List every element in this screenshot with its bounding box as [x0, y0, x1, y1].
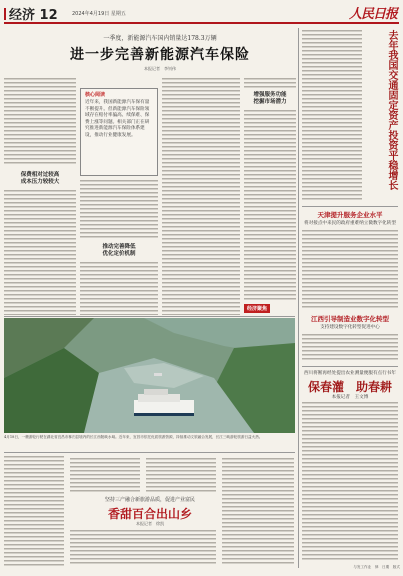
right-story2-headline: 江西引导制造业数字化转型: [311, 315, 389, 323]
photo-caption: 4月18日，一艘游轮行驶在湖北省宜昌市秭归县境内的长江西陵峡水域。近年来，宜昌市依托优质旅游资源，持续推动文旅融合发展，长江三峡游轮旅游日益火热。: [4, 435, 263, 439]
subhead-2: 推动完善降低 优化定价机制: [102, 244, 136, 257]
lead-text-col2: [80, 180, 158, 240]
right-divider: [302, 206, 398, 207]
right-story3-kicker: 西川将断再经处提出农业测量便服有点行书年: [304, 371, 396, 376]
issue-date: 2024年4月19日 星期五: [72, 11, 126, 17]
section-divider: [4, 452, 295, 453]
economy-focus-tag: 经济聚焦: [244, 304, 270, 313]
bottom-headline: 香甜百合出山乡: [107, 507, 192, 521]
lead-text-col2b: [80, 262, 158, 315]
lead-text-col4b: [244, 110, 296, 300]
bottom-text-col2: [70, 458, 140, 494]
box-title: 核心阅读: [85, 92, 106, 98]
right-text-top: [302, 30, 362, 202]
right-story1-headline: 天津提升服务企业水平: [317, 211, 383, 219]
subhead-1: 保费相对过较高 成本压力较较大: [20, 172, 60, 185]
box-body: 近年来，我国新能源汽车保有量不断提升。但新能源汽车保险领域存在赔付率偏高、续保难、保费上涨等问题。相关部门正在研究推进新能源汽车保险体系建设，推动行业健康发展。: [85, 100, 150, 138]
bottom-text-col3: [146, 458, 216, 494]
photo-illustration: [4, 318, 295, 433]
newspaper-logo: 人民日报: [348, 7, 397, 22]
lead-headline: 进一步完善新能源汽车保险: [70, 47, 250, 63]
right-story1-text: [302, 230, 398, 310]
lead-text-col4: [244, 78, 296, 90]
lead-byline: 本报记者 李钊伟: [144, 66, 176, 71]
subhead-3: 增强服务功能 挖掘市场潜力: [253, 92, 287, 105]
bottom-byline: 本报记者 徐凯: [136, 521, 164, 526]
river-cruise-photo: [4, 318, 295, 433]
right-story3-byline: 本报记者 王文博: [331, 395, 369, 400]
right-story3-headline: 保春灌 助春耕: [307, 380, 392, 394]
section-label: 经济 12: [4, 4, 58, 23]
right-story2-text: [302, 334, 398, 362]
bottom-text-col1: [4, 456, 64, 566]
masthead: [4, 4, 399, 24]
page-footer: 与发工作业 律 日期 版式: [353, 565, 400, 569]
bottom-kicker: 坚持三产融合新旅游品质，促进产业富民: [104, 497, 195, 503]
lead-text-col1b: [4, 190, 76, 315]
core-reading-box: [80, 88, 158, 176]
bottom-text-col4: [222, 458, 294, 566]
right-story1-sub: 将对接点中来民的政府重难纳立微数字化转型: [304, 221, 396, 226]
lead-text-col1: [4, 78, 76, 166]
column-divider: [298, 28, 299, 568]
right-story3-text: [302, 402, 398, 560]
bottom-text-col5: [70, 530, 216, 566]
right-vertical-title: 去年我国交通固定资产投资平稳增长: [386, 30, 397, 190]
right-divider: [302, 366, 398, 367]
right-story2-sub: 支持建设数字化转型促进中心: [320, 325, 380, 330]
section-divider: [4, 316, 295, 317]
lead-text-col3: [162, 78, 240, 315]
lead-kicker: 一季度，新能源汽车国内销量达178.3万辆: [103, 35, 217, 42]
